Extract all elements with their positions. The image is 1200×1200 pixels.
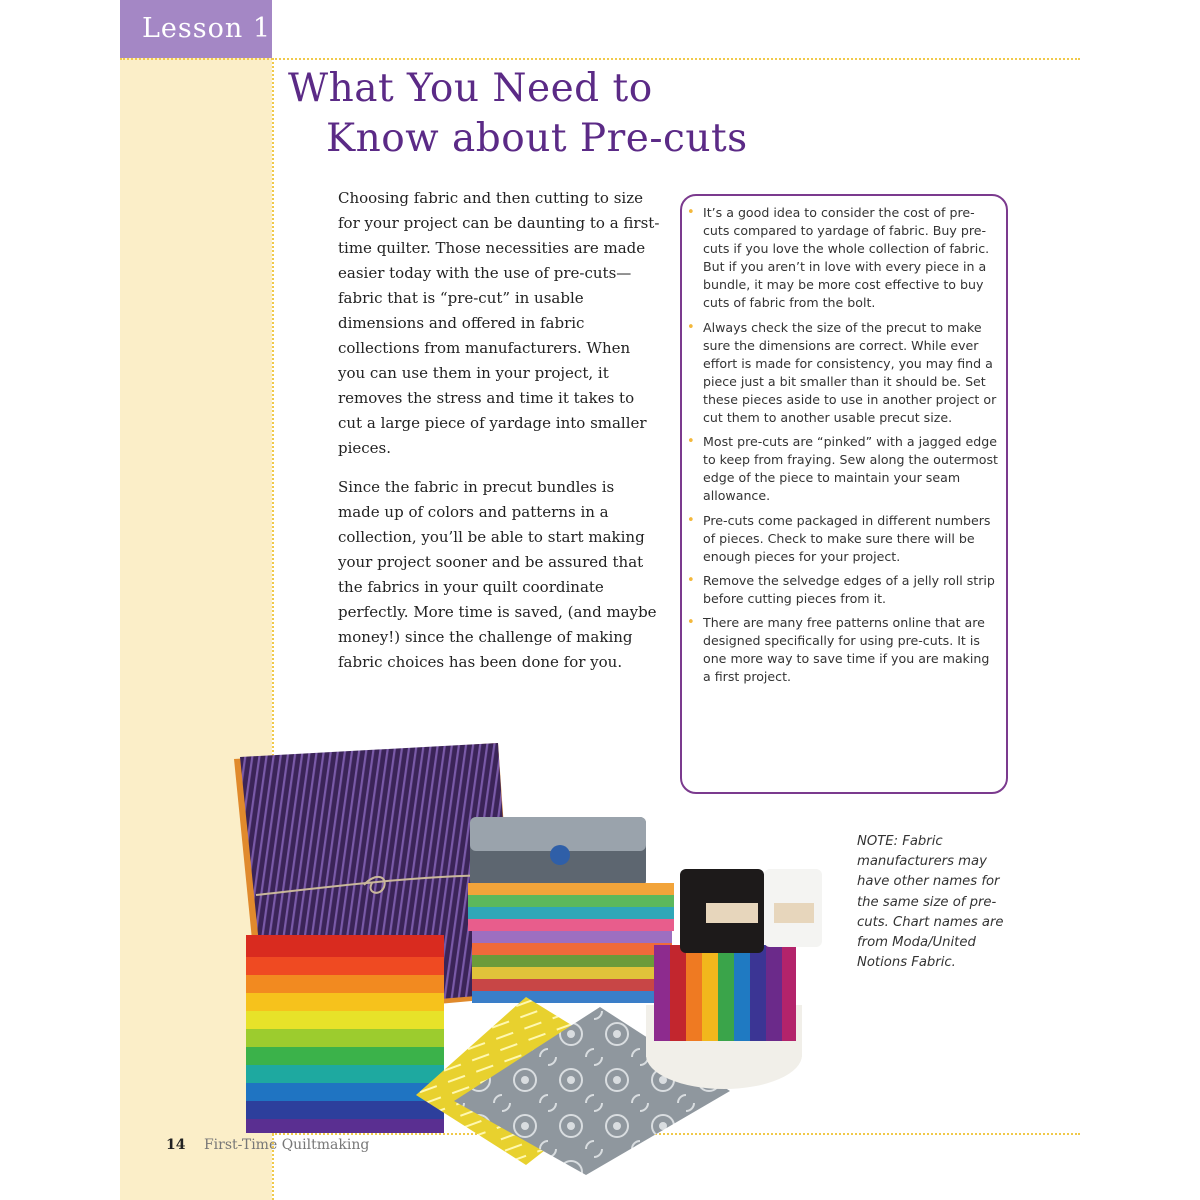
book-title: First-Time Quiltmaking <box>203 1137 370 1153</box>
gray-bundle <box>470 817 646 887</box>
tips-list <box>700 204 998 686</box>
rainbow-stack <box>246 935 444 1133</box>
page-footer <box>166 1137 369 1153</box>
tip-item: • Most pre-cuts are “pinked” with a jagged edge to keep from fraying. Sew along the outermost edge of the piece to maintain your seam allowance. <box>700 433 998 505</box>
title-line-1: What You Need to <box>288 66 653 111</box>
body-paragraph-1: Choosing fabric and then cutting to size for your project can be daunting to a first-time quilter. Those necessities are made easier today with the use of pre-cuts—fabric that is “pre-cut” in usable dimensions and offered in fabric collections from manufacturers. When you can use them in your project, it removes the stress and time it takes to cut a large piece of yardage into smaller pieces. <box>338 189 660 457</box>
page-number: 14 <box>166 1137 186 1153</box>
lesson-tab: Lesson 1 <box>120 0 272 58</box>
title-line-2: Know about Pre-cuts <box>326 116 748 161</box>
body-paragraph-2: Since the fabric in precut bundles is made up of colors and patterns in a collection, you’ll be able to start making your project sooner and be assured that the fabrics in your quilt coordinate perfectly. More time is saved, (and maybe money!) since the challenge of making fabric choices has been done for you. <box>338 478 657 671</box>
top-dotted-rule <box>120 58 1080 60</box>
colorful-bundle <box>468 883 674 1003</box>
page-title <box>288 64 888 164</box>
tip-item: • Remove the selvedge edges of a jelly roll strip before cutting pieces from it. <box>700 572 998 608</box>
body-text <box>338 186 660 689</box>
tip-item: • Pre-cuts come packaged in different numbers of pieces. Check to make sure there will be enough pieces for your project. <box>700 512 998 566</box>
tip-item: • Always check the size of the precut to make sure the dimensions are correct. While ever effort is made for consistency, you may find a piece just a bit smaller than it should be. Set these pieces aside to use in another project or cut them to another usable precut size. <box>700 319 998 428</box>
tip-item: • There are many free patterns online that are designed specifically for using pre-cuts. It is one more way to save time if you are making a first project. <box>700 614 998 686</box>
fabric-precuts-photo <box>226 735 846 1175</box>
tip-item: • It’s a good idea to consider the cost of pre-cuts compared to yardage of fabric. Buy pre-cuts if you love the whole collection of fabric. But if you aren’t in love with every piece in a bundle, it may be more cost effective to buy cuts of fabric from the bolt. <box>700 204 998 313</box>
tips-box <box>680 194 1008 794</box>
note-caption: NOTE: Fabric manufacturers may have other names for the same size of pre-cuts. Chart names are from Moda/United Notions Fabric. <box>857 834 1004 971</box>
